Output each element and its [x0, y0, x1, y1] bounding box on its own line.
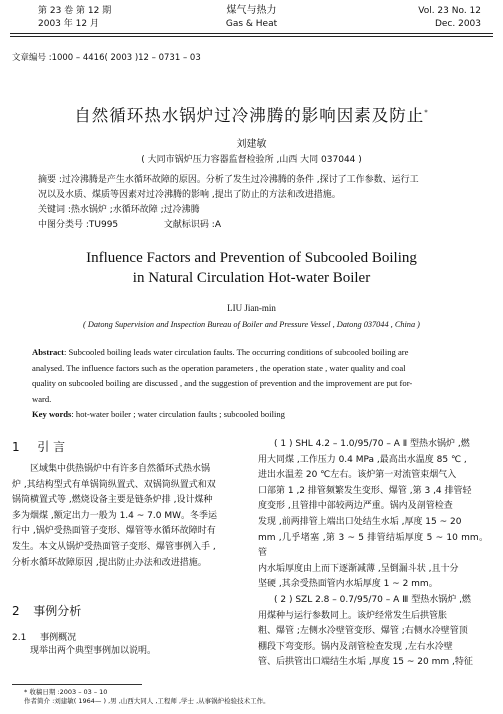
subsection-2-1-heading — [12, 630, 76, 643]
right-line-8: 内水垢厚度由上而下逐渐减薄 ,呈倒漏斗状 ,且十分 — [258, 563, 459, 574]
title-en-line-2: in Natural Circulation Hot-water Boiler — [132, 270, 371, 286]
section-1-line-2: 炉 ,其结构型式有单锅筒纵置式、双锅筒纵置式和双 — [12, 479, 216, 490]
footnote-received: 收稿日期 :2003 – 03 – 10 — [29, 688, 108, 696]
author-en: LIU Jian-min — [227, 303, 276, 313]
classification-line — [38, 218, 480, 233]
abstract-en-line-1-text: : Subcooled boiling leads water circulation faults. The occurring conditions of subcooled boiling are — [63, 347, 409, 357]
section-1-title: 引 言 — [37, 440, 66, 454]
header-journal-zh: 煤气与热力 — [226, 5, 277, 16]
header-date-zh: 2003 年 12 月 — [38, 19, 99, 29]
title-en — [0, 248, 503, 288]
right-line-12: 粗、爆管 ;左侧水冷壁管变形、爆管 ;右侧水冷壁管顶 — [258, 626, 468, 637]
abstract-zh-line-2: 况以及水质、煤质等因素对过冷沸腾的影响 ,提出了防止的方法和改进措施。 — [38, 190, 341, 200]
keywords-en-label: Key words — [32, 409, 72, 419]
section-1-body — [12, 462, 238, 571]
abstract-zh — [38, 173, 480, 233]
article-number: 文章编号 :1000 – 4416( 2003 )12 – 0731 – 03 — [12, 53, 201, 63]
header-vol-issue-zh: 第 23 卷 第 12 期 — [38, 6, 112, 16]
right-line-13: 棚段下弯变形。锅内及剖管检查发现 ,左右水冷壁 — [258, 641, 453, 652]
footnote-rule — [12, 684, 142, 685]
clc-number: 中图分类号 :TU995 — [38, 220, 119, 230]
subsection-2-1-line-1: 现举出两个典型事例加以说明。 — [30, 646, 157, 656]
right-line-10: ( 2 ) SZL 2.8 – 0.7/95/70 – A Ⅲ 型热水锅炉 ,燃 — [274, 594, 471, 605]
right-line-6: 发现 ,前两排管上端出口处结生水垢 ,厚度 15 ~ 20 — [258, 516, 462, 527]
section-1-line-6: 发生。本文从锅炉受热面管子变形、爆管事例入手 , — [12, 541, 216, 552]
section-1-line-4: 多为烟煤 ,额定出力一般为 1.4 ~ 7.0 MW。冬季运 — [12, 510, 217, 521]
section-1-line-3: 锅筒横置式等 ,燃烧设备主要是链条炉排 ,设计煤种 — [12, 495, 213, 506]
affiliation-en: ( Datong Supervision and Inspection Bureau of Boiler and Pressure Vessel , Datong 037044 , China ) — [83, 320, 420, 329]
right-line-5: 度变形 ,且管排中部较两边严重。锅内及剖管检查 — [258, 501, 453, 512]
abstract-en-line-1 — [32, 345, 474, 361]
author-zh: 刘建敏 — [236, 139, 267, 150]
right-line-9: 坚硬 ,其余受热面管内水垢厚度 1 ~ 2 mm。 — [258, 579, 438, 590]
right-line-4: 口部第 1 ,2 排管频繁发生变形、爆管 ,第 3 ,4 排管轻 — [258, 485, 472, 496]
abstract-en-line-3: quality on subcooled boiling are discussed , and the suggestion of prevention and the improvement are put for- — [32, 378, 413, 388]
right-line-1: ( 1 ) SHL 4.2 – 1.0/95/70 – A Ⅱ 型热水锅炉 ,燃 — [274, 439, 470, 449]
section-1-heading — [12, 438, 65, 455]
subsection-2-1-body — [30, 644, 238, 660]
footnote — [24, 688, 270, 706]
header-journal-en: Gas & Heat — [225, 19, 278, 29]
footnote-mark: * — [24, 688, 28, 696]
title-zh — [0, 102, 503, 126]
affiliation-zh: ( 大同市锅炉压力容器监督检验所 ,山西 大同 037044 ) — [141, 155, 362, 165]
document-code: 文献标识码 :A — [163, 220, 221, 230]
section-1-line-7: 分析水循环故障原因 ,提出防止办法和改进措施。 — [12, 557, 207, 568]
keywords-zh: 关键词 :热水锅炉 ;水循环故障 ;过冷沸腾 — [38, 205, 200, 215]
title-footnote-mark: * — [424, 108, 429, 117]
section-1-line-5: 行中 ,锅炉受热面管子变形、爆管等水循环故障时有 — [12, 526, 216, 537]
abstract-en-line-2: analysed. The influence factors such as the operation parameters , the operation state , water quality and coal — [32, 362, 406, 373]
abstract-en — [32, 345, 474, 423]
keywords-en — [32, 407, 474, 423]
right-line-2: 用大同煤 ,工作压力 0.4 MPa ,最高出水温度 85 ℃ , — [258, 454, 467, 465]
title-en-line-1: Influence Factors and Prevention of Subcooled Boiling — [86, 250, 417, 266]
right-line-14: 管、后拱管出口端结生水垢 ,厚度 15 ~ 20 mm ,特征 — [258, 657, 473, 668]
abstract-zh-line-1: 摘要 :过冷沸腾是产生水循环故障的原因。分析了发生过冷沸腾的条件 ,探讨了工作参数、运行工 — [38, 175, 419, 185]
section-2-heading — [12, 602, 81, 619]
right-line-3: 进出水温差 20 ℃左右。该炉第一对流管束烟气入 — [258, 470, 457, 481]
abstract-en-label: Abstract — [32, 347, 64, 357]
header-rule — [10, 33, 493, 34]
section-2-number: 2 — [12, 604, 20, 618]
header-rule-thin — [10, 36, 493, 37]
keywords-en-text: : hot-water boiler ; water circulation faults ; subcooled boiling — [71, 409, 285, 419]
header-vol-issue-en: Vol. 23 No. 12 — [418, 6, 481, 16]
section-1-line-1: 区域集中供热锅炉中有许多自然循环式热水锅 — [30, 464, 211, 474]
footnote-received-line — [24, 688, 270, 697]
abstract-en-line-4: ward. — [32, 393, 52, 404]
right-line-11: 用煤种与运行参数同上。该炉经常发生后拱管胀 — [258, 610, 448, 621]
right-column — [258, 437, 488, 671]
footnote-author-info: 作者简介 :刘建敏( 1964— ) ,男 ,山西大同人 ,工程师 ,学士 ,从事锅炉检验技术工作。 — [24, 697, 270, 705]
title-zh-text: 自然循环热水锅炉过冷沸腾的影响因素及防止 — [74, 106, 425, 125]
subsection-2-1-title: 事例概况 — [40, 633, 77, 643]
header-date-en: Dec. 2003 — [434, 19, 481, 29]
right-line-7: mm ,几乎堵塞 ,第 3 ~ 5 排管结垢厚度 5 ~ 10 mm。管 — [258, 532, 488, 559]
subsection-2-1-number: 2.1 — [12, 633, 27, 643]
section-2-title: 事例分析 — [33, 604, 82, 618]
section-1-number: 1 — [12, 440, 20, 454]
